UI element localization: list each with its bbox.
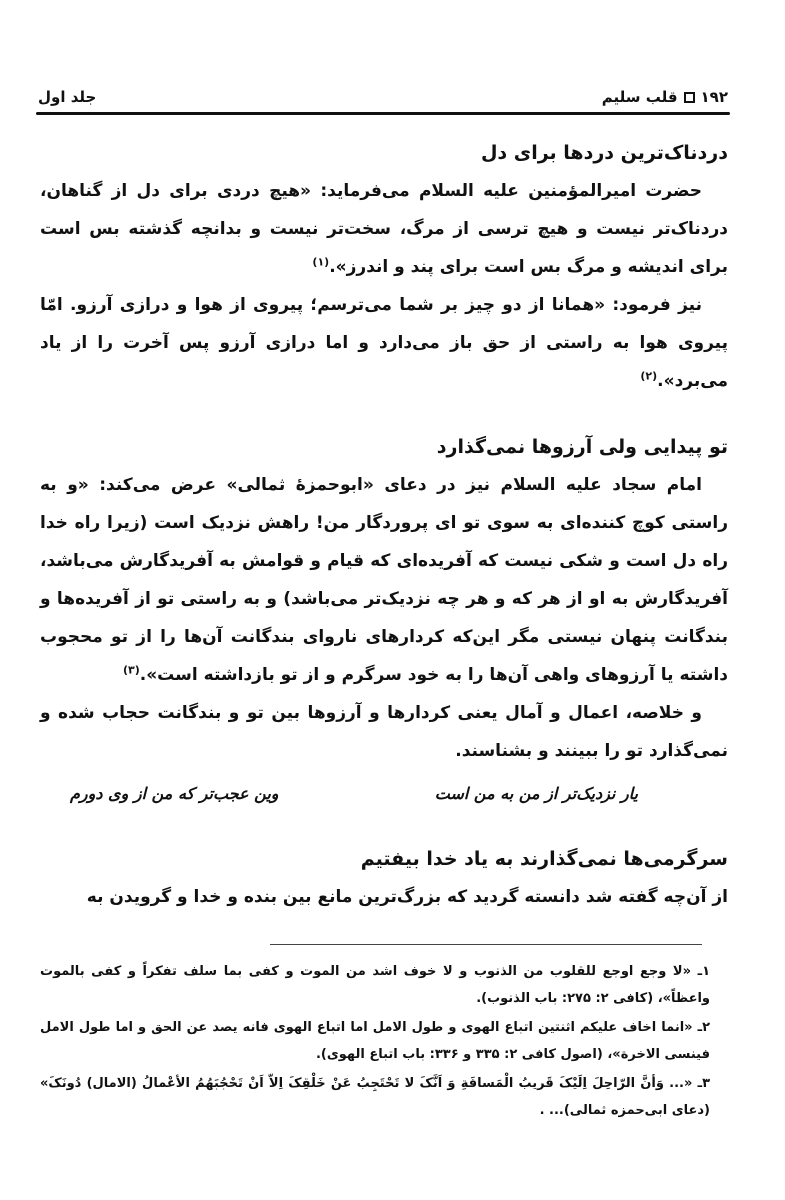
page-number: ۱۹۲ — [700, 88, 728, 106]
footnote-divider — [270, 944, 702, 945]
paragraph — [40, 466, 728, 694]
paragraph — [40, 172, 728, 286]
square-icon — [684, 92, 695, 103]
header-divider — [36, 112, 730, 115]
paragraph-text: حضرت امیرالمؤمنین علیه السلام می‌فرماید: «هیچ دردی برای دل از گناهان، دردناک‌تر نیست و هیچ ترسی از مرگ، سخت‌تر نیست و بدانچه گذشته بس است برای اندیشه و مرگ بس است برای پند و اندرز». — [40, 181, 728, 277]
paragraph — [40, 694, 728, 770]
volume-label: جلد اول — [38, 88, 97, 106]
footnote: ۲ـ «انما اخاف علیکم اثنتین اتباع الهوی و طول الامل اما اتباع الهوی فانه یصد عن الحق و اما طول الامل فینسی الاخرة»، (اصول کافی ۲: ۳۳۵ و ۳۳۶: باب اتباع الهوی). — [40, 1020, 710, 1062]
paragraph-text: نیز فرمود: «همانا از دو چیز بر شما می‌ترسم؛ پیروی از هوا و درازی آرزو. امّا پیروی هوا به راستی از حق باز می‌دارد و اما درازی آرزو پس آخرت را از یاد می‌برد». — [40, 295, 728, 391]
paragraph — [40, 878, 728, 916]
footnote: ۱ـ «لا وجع اوجع للقلوب من الذنوب و لا خوف اشد من الموت و کفی بما سلف تفکراً و کفی بالموت واعظاً»، (کافی ۲: ۲۷۵: باب الذنوب). — [40, 964, 710, 1006]
paragraph-text: امام سجاد علیه السلام نیز در دعای «ابوحمزهٔ ثمالی» عرض می‌کند: «و به راستی کوچ کننده‌ای به سوی تو ای پروردگار من! راهش نزدیک است (زیرا راه خدا راه دل است و شکی نیست که آفریده‌ای که قیام و قوامش به آفریدگارش می‌باشد، آفریدگارش به او از هر که و هر چه نزدیک‌تر می‌باشد) و به راستی تو از آفریده‌ها و بندگانت پنهان نیستی مگر این‌که کردارهای ناروای بندگانت آن‌ها را از تو محجوب داشته یا آرزوهای واهی آن‌ها را به خود سرگرم و از تو بازداشته است». — [40, 475, 728, 685]
poem-hemistich-2: وین عجب‌تر که من از وی دورم — [70, 784, 279, 803]
footnote-ref: (۳) — [122, 663, 140, 677]
section-heading: سرگرمی‌ها نمی‌گذارند به یاد خدا بیفتیم — [360, 848, 728, 870]
section-heading: دردناک‌ترین دردها برای دل — [480, 142, 728, 164]
footnote-ref: (۱) — [312, 255, 330, 269]
running-header — [38, 82, 728, 112]
poem-hemistich-1: یار نزدیک‌تر از من به من است — [434, 784, 638, 803]
paragraph-text: از آن‌چه گفته شد دانسته گردید که بزرگ‌ترین مانع بین بنده و خدا و گرویدن به — [86, 887, 728, 907]
footnote-ref: (۲) — [640, 369, 658, 383]
paragraph — [40, 286, 728, 400]
paragraph-text: و خلاصه، اعمال و آمال یعنی کردارها و آرزوها بین تو و بندگانت حجاب شده و نمی‌گذارد تو را ببینند و بشناسند. — [40, 703, 728, 761]
section-heading: تو پیدایی ولی آرزوها نمی‌گذارد — [436, 436, 728, 458]
main-text — [40, 128, 728, 916]
book-title: قلب سلیم — [601, 88, 678, 106]
poem-verse — [40, 770, 728, 812]
footnotes — [40, 958, 710, 1126]
header-right — [602, 88, 728, 106]
footnote: ۳ـ «... وَأنَّ الرّاحِلَ اِلَیْکَ قَریبُ الْمَسافَةِ وَ اَنَّکَ لا تَحْتَجِبُ عَنْ خَلْقِکَ اِلاّ اَنْ تَحْجُبَهُمُ الأعْمالُ (الامال) دُونَکَ» (دعای ابی‌حمزه ثمالی)... . — [40, 1076, 710, 1118]
